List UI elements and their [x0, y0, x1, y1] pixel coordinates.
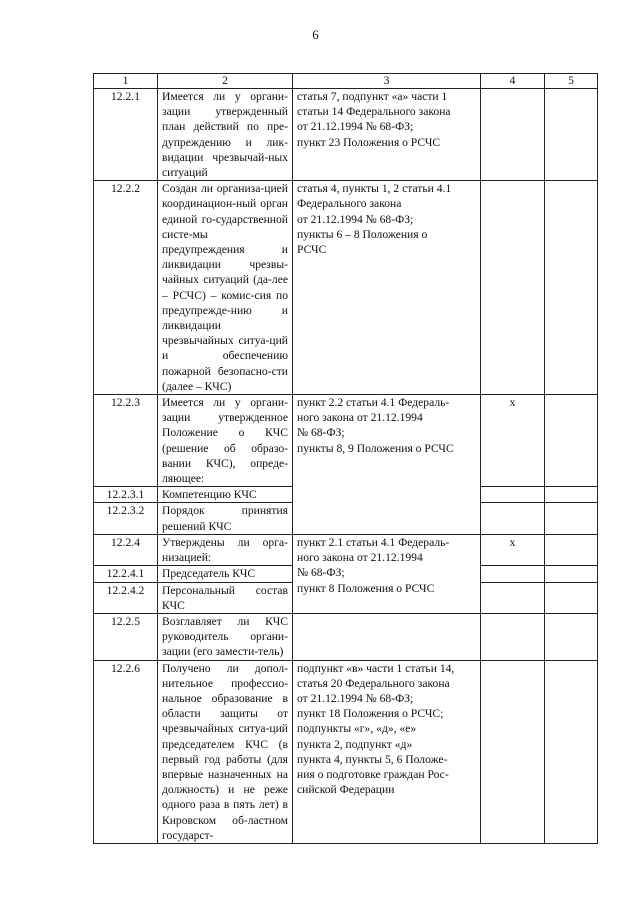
column-header: 2 [158, 74, 293, 89]
row-question: Возглавляет ли КЧС руководитель органи-зации (его замести-тель) [158, 613, 293, 660]
ref-line: пункты 8, 9 Положения о РСЧС [297, 441, 454, 455]
row-number: 12.2.1 [94, 89, 158, 181]
ref-line: статья 4, пункты 1, 2 статьи 4.1 [297, 182, 452, 196]
row-legal-refs [293, 534, 481, 613]
row-number: 12.2.3.1 [94, 487, 158, 503]
row-col5 [545, 566, 598, 582]
ref-line: ния о подготовке граждан Рос- [297, 767, 449, 781]
table-header-row [94, 74, 598, 89]
row-col5 [545, 89, 598, 181]
ref-line: от 21.12.1994 № 68-ФЗ; [297, 691, 414, 705]
row-col5 [545, 613, 598, 660]
row-col4 [481, 487, 545, 503]
row-legal-refs [293, 613, 481, 660]
row-question: Председатель КЧС [158, 566, 293, 582]
ref-line: пункт 8 Положения о РСЧС [297, 581, 435, 595]
ref-line: № 68-ФЗ; [297, 426, 345, 440]
ref-line: № 68-ФЗ; [297, 566, 345, 580]
ref-line: пункта 2, подпункт «д» [297, 737, 413, 751]
ref-line: подпункт «в» части 1 статьи 14, [297, 661, 455, 675]
row-col4 [481, 613, 545, 660]
ref-line: ного закона от 21.12.1994 [297, 551, 423, 565]
page-number: 6 [312, 27, 319, 42]
row-question: Имеется ли у органи-зации утвержденное Положение о КЧС (решение об образо-вании КЧС), опреде-ляющее: [158, 395, 293, 487]
row-question: Получено ли допол-нительное профессио-нальное образование в области защиты от чрезвычайных ситуа-ций председателем КЧС (в первый год работы (для впервые назначенных на должность) и не реже одного раза в пять лет) в Кировском об-ластном государст- [158, 660, 293, 843]
row-col4 [481, 181, 545, 395]
ref-line: Федерального закона [297, 197, 402, 211]
table-row [94, 89, 598, 181]
row-col4 [481, 660, 545, 843]
row-number: 12.2.3.2 [94, 503, 158, 534]
column-header: 1 [94, 74, 158, 89]
row-col5 [545, 660, 598, 843]
row-col4 [481, 503, 545, 534]
row-col5 [545, 395, 598, 487]
ref-line: статья 7, подпункт «а» части 1 [297, 90, 448, 103]
row-col5 [545, 487, 598, 503]
row-col4: х [481, 395, 545, 487]
ref-line: пункт 2.2 статьи 4.1 Федераль- [297, 396, 450, 410]
table-row [94, 395, 598, 487]
ref-line: от 21.12.1994 № 68-ФЗ; [297, 120, 414, 134]
table-row [94, 660, 598, 843]
row-col4: х [481, 534, 545, 565]
ref-line: статьи 14 Федерального закона [297, 105, 451, 119]
row-number: 12.2.6 [94, 660, 158, 843]
checklist-table [93, 73, 598, 844]
row-question: Создан ли организа-цией координацион-ный орган единой го-сударственной систе-мы предупреждения и ликвидации чрезвы-чайных ситуаций (да-лее – РСЧС) – комис-сия по предупрежде-нию и ликвидации чрезвычайных ситуа-ций и обеспечению пожарной безопасно-сти (далее – КЧС) [158, 181, 293, 395]
ref-line: от 21.12.1994 № 68-ФЗ; [297, 212, 414, 226]
row-question: Персональный состав КЧС [158, 582, 293, 613]
ref-line: пункт 18 Положения о РСЧС; [297, 707, 444, 721]
row-number: 12.2.4 [94, 534, 158, 565]
row-legal-refs [293, 89, 481, 181]
ref-line: сийской Федерации [297, 783, 395, 797]
column-header: 3 [293, 74, 481, 89]
row-col5 [545, 582, 598, 613]
row-number: 12.2.4.1 [94, 566, 158, 582]
row-col5 [545, 181, 598, 395]
table-row [94, 181, 598, 395]
table-row [94, 613, 598, 660]
row-col5 [545, 503, 598, 534]
column-header: 4 [481, 74, 545, 89]
row-legal-refs [293, 181, 481, 395]
row-number: 12.2.4.2 [94, 582, 158, 613]
row-legal-refs [293, 660, 481, 843]
row-col4 [481, 582, 545, 613]
ref-line: РСЧС [297, 243, 327, 257]
ref-line: пункты 6 – 8 Положения о [297, 227, 428, 241]
row-number: 12.2.3 [94, 395, 158, 487]
ref-line: пункт 23 Положения о РСЧС [297, 135, 441, 149]
row-number: 12.2.2 [94, 181, 158, 395]
ref-line: пункт 2.1 статьи 4.1 Федераль- [297, 535, 450, 549]
ref-line: статья 20 Федерального закона [297, 676, 450, 690]
ref-line: подпункты «г», «д», «е» [297, 722, 417, 736]
row-col5 [545, 534, 598, 565]
row-question: Порядок принятия решений КЧС [158, 503, 293, 534]
row-number: 12.2.5 [94, 613, 158, 660]
row-question: Утверждены ли орга-низацией: [158, 534, 293, 565]
row-col4 [481, 566, 545, 582]
row-question: Имеется ли у органи-зации утвержденный план действий по пре-дупреждению и лик-видации чрезвычай-ных ситуаций [158, 89, 293, 181]
ref-line: ного закона от 21.12.1994 [297, 411, 423, 425]
row-question: Компетенцию КЧС [158, 487, 293, 503]
row-col4 [481, 89, 545, 181]
column-header: 5 [545, 74, 598, 89]
row-legal-refs [293, 395, 481, 535]
ref-line: пункта 4, пункты 5, 6 Положе- [297, 752, 448, 766]
table-row [94, 534, 598, 565]
